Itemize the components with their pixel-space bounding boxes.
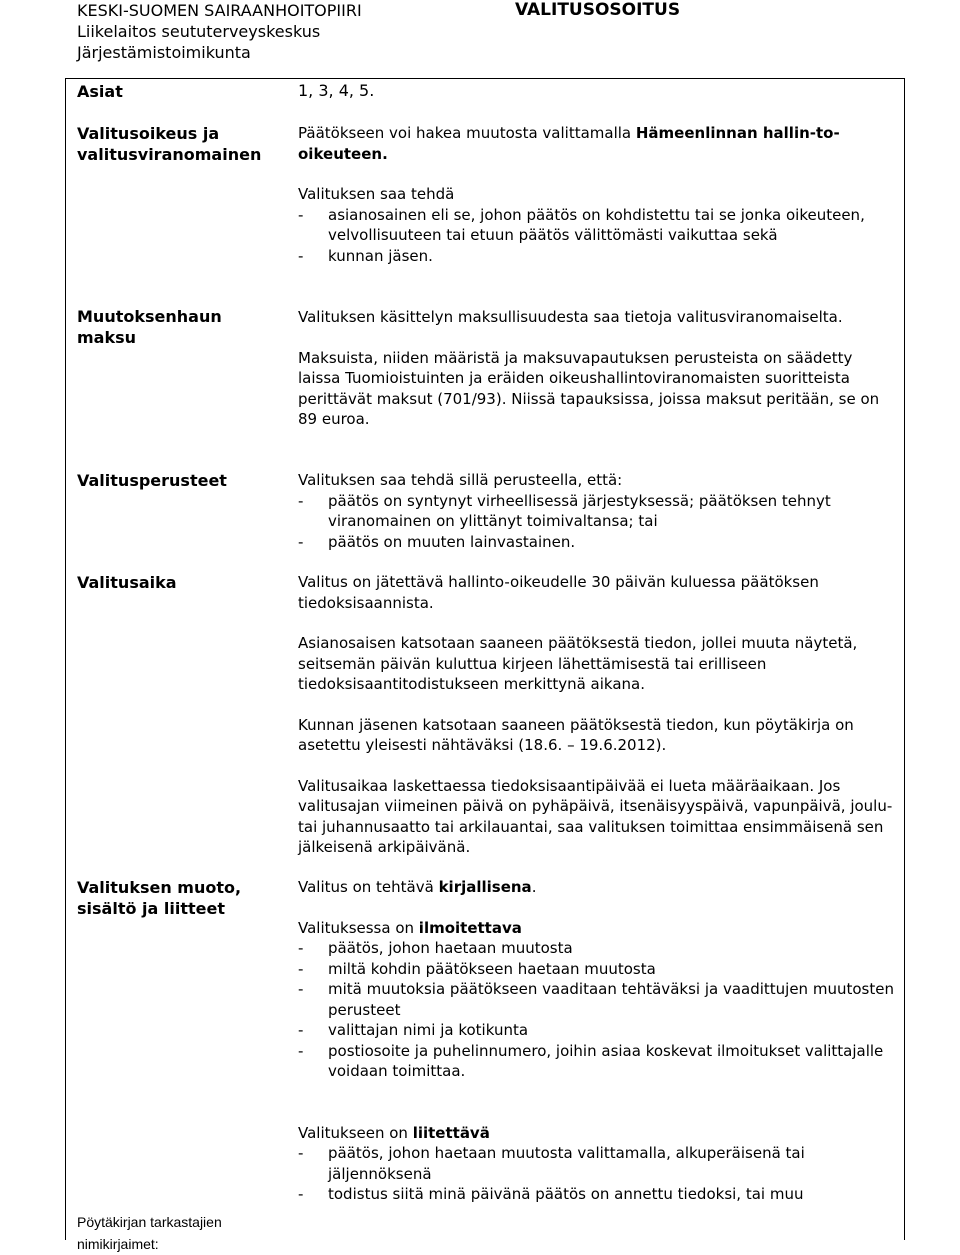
- list-item: - päätös, johon haetaan muutosta valittamalla, alkuperäisenä tai jäljennöksenä: [298, 1143, 898, 1184]
- valitusaika-p1: Valitus on jätettävä hallinto-oikeudelle 30 päivän kuluessa päätöksen tiedoksisaannista.: [298, 573, 819, 612]
- list-item-text: päätös, johon haetaan muutosta valittamalla, alkuperäisenä tai jäljennöksenä: [328, 1144, 805, 1183]
- perusteet-text: [298, 470, 898, 552]
- muoto-p3-bold: liitettävä: [412, 1123, 490, 1142]
- org-committee: Järjestämistoimikunta: [77, 43, 251, 62]
- valitusoikeus-text: [298, 123, 898, 266]
- muoto-p1-text: Valitus on tehtävä: [298, 878, 439, 896]
- valitusoikeus-p1: [298, 123, 898, 164]
- footer-initials: [77, 1211, 222, 1255]
- org-unit: Liikelaitos seututerveyskeskus: [77, 22, 321, 41]
- list-item-text: mitä muutoksia päätökseen vaaditaan tehtäväksi ja vaadittujen muutosten perusteet: [328, 980, 894, 1019]
- list-item: - miltä kohdin päätökseen haetaan muutosta: [298, 959, 898, 980]
- muoto-p3: [298, 1123, 898, 1144]
- asiat-label: Asiat: [77, 82, 123, 101]
- maksu-p1: Valituksen käsittelyn maksullisuudesta saa tietoja valitusviranomaiselta.: [298, 308, 843, 326]
- list-item: - päätös on muuten lainvastainen.: [298, 532, 898, 553]
- document-title: VALITUSOSOITUS: [515, 0, 681, 20]
- organization-header: [77, 0, 362, 63]
- muoto-p1: [298, 877, 898, 898]
- list-item: - kunnan jäsen.: [298, 246, 898, 267]
- list-item-text: päätös, johon haetaan muutosta: [328, 939, 573, 957]
- asiat-value: 1, 3, 4, 5.: [298, 81, 375, 100]
- list-item-text: päätös on muuten lainvastainen.: [328, 532, 576, 551]
- maksu-label: Muutoksenhaun maksu: [77, 307, 222, 347]
- maksu-p2: Maksuista, niiden määristä ja maksuvapautuksen perusteista on säädetty laissa Tuomioistuinten ja eräiden oikeushallintoviranomaisten suoritteista perittävät maksut (701/93). Niissä tapauksissa, joissa maksut peritään, se on 89 euroa.: [298, 348, 880, 428]
- valitusoikeus-p1-text: Päätökseen voi hakea muutosta valittamalla: [298, 124, 636, 142]
- list-item-text: postiosoite ja puhelinnumero, joihin asiaa koskevat ilmoitukset valittajalle voidaan toimittaa.: [328, 1041, 884, 1080]
- list-item: - valittajan nimi ja kotikunta: [298, 1020, 898, 1041]
- list-item: - mitä muutoksia päätökseen vaaditaan tehtäväksi ja vaadittujen muutosten perusteet: [298, 979, 898, 1020]
- list-item-text: kunnan jäsen.: [328, 246, 433, 265]
- muoto-label: Valituksen muoto, sisältö ja liitteet: [77, 878, 242, 918]
- list-item: - asianosainen eli se, johon päätös on kohdistettu tai se jonka oikeuteen, velvollisuuteen tai etuun päätös välittömästi vaikuttaa sekä: [298, 205, 898, 246]
- muoto-p1-bold: kirjallisena: [438, 878, 532, 896]
- valitusaika-text: [298, 572, 898, 858]
- maksu-text: [298, 307, 898, 430]
- list-item: - päätös on syntynyt virheellisessä järjestyksessä; päätöksen tehnyt viranomainen on ylittänyt toimivaltansa; tai: [298, 491, 898, 532]
- org-name: KESKI-SUOMEN SAIRAANHOITOPIIRI: [77, 1, 362, 20]
- valitusaika-p3: Kunnan jäsenen katsotaan saaneen päätöksestä tiedon, kun pöytäkirja on asetettu yleisesti nähtäväksi (18.6. – 19.6.2012).: [298, 715, 854, 754]
- muoto-p3-text: Valitukseen on: [298, 1123, 413, 1142]
- muoto-p1-suffix: .: [531, 878, 537, 896]
- list-item-text: todistus siitä minä päivänä päätös on annettu tiedoksi, tai muu: [328, 1185, 804, 1203]
- muoto-p2: [298, 918, 898, 939]
- valitusoikeus-p2: Valituksen saa tehdä: [298, 185, 455, 203]
- valitusaika-p2: Asianosaisen katsotaan saaneen päätöksestä tiedon, jollei muuta näytetä, seitsemän päivän kuluttua kirjeen lähettämisestä tai erilliseen tiedoksisaantitodistukseen merkittynä aikana.: [298, 634, 858, 693]
- valitusaika-p4: Valitusaikaa laskettaessa tiedoksisaantipäivää ei lueta määräaikaan. Jos valitusajan viimeinen päivä on pyhäpäivä, itsenäisyyspäivä, vapunpäivä, joulu- tai juhannusaatto tai arkilauantai, saa valituksen toimittaa ensimmäisenä sen jälkeisenä arkipäivänä.: [298, 776, 893, 856]
- muoto-p2-bold: ilmoitettava: [418, 918, 522, 937]
- perusteet-label: Valitusperusteet: [77, 471, 227, 490]
- list-item: - päätös, johon haetaan muutosta: [298, 938, 898, 959]
- valitusaika-label: Valitusaika: [77, 573, 177, 592]
- list-item-text: päätös on syntynyt virheellisessä järjestyksessä; päätöksen tehnyt viranomainen on ylittänyt toimivaltansa; tai: [328, 491, 831, 530]
- footer-line1: Pöytäkirjan tarkastajien: [77, 1214, 222, 1230]
- perusteet-intro: Valituksen saa tehdä sillä perusteella, että:: [298, 471, 623, 489]
- list-item-text: miltä kohdin päätökseen haetaan muutosta: [328, 959, 656, 978]
- valitusoikeus-court: Hämeenlinnan hallin-to-oikeuteen.: [298, 124, 840, 163]
- muoto-p2-text: Valituksessa on: [298, 918, 419, 937]
- list-item: - postiosoite ja puhelinnumero, joihin asiaa koskevat ilmoitukset valittajalle voidaan toimittaa.: [298, 1041, 898, 1082]
- list-item: - todistus siitä minä päivänä päätös on annettu tiedoksi, tai muu: [298, 1184, 898, 1205]
- footer-line2: nimikirjaimet:: [77, 1236, 159, 1252]
- list-item-text: valittajan nimi ja kotikunta: [328, 1021, 529, 1039]
- muoto-text: [298, 877, 898, 1205]
- valitusoikeus-label: Valitusoikeus ja valitusviranomainen: [77, 124, 262, 164]
- list-item-text: asianosainen eli se, johon päätös on kohdistettu tai se jonka oikeuteen, velvollisuuteen tai etuun päätös välittömästi vaikuttaa sekä: [328, 205, 865, 244]
